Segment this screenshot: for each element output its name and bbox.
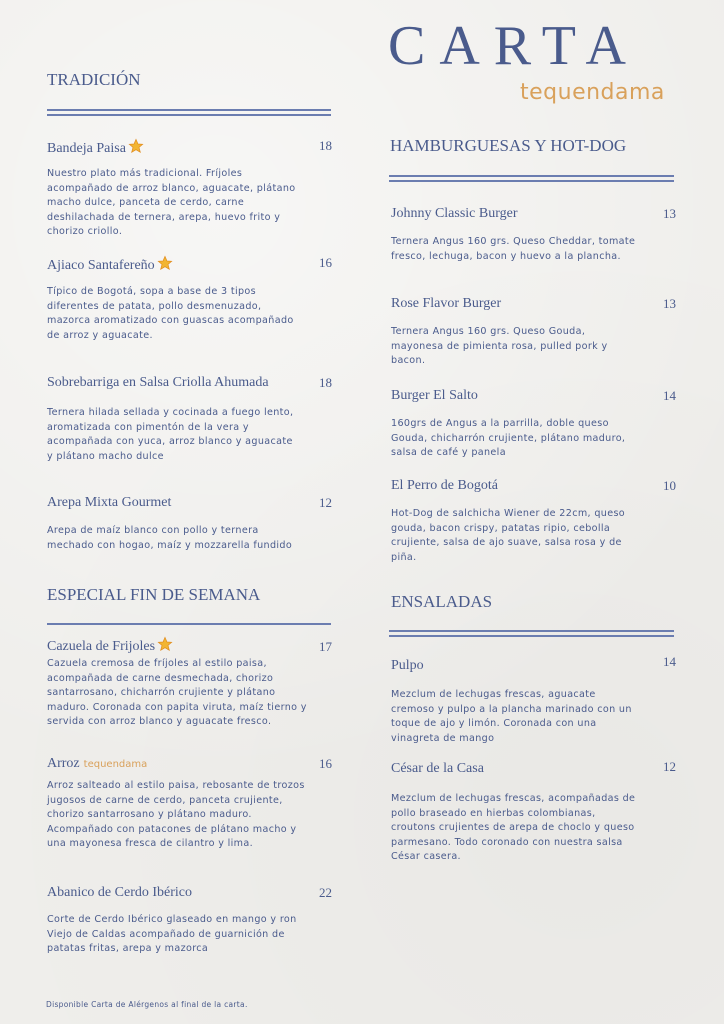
dish-price: 18 (319, 375, 332, 390)
dish-name: Cazuela de Frijoles (47, 636, 173, 655)
dish-description: Mezclum de lechugas frescas, acompañadas de pollo braseado en hierbas colombianas, croutons crujientes de arepa de choclo y queso parmesano. Todo coronado con nuestra salsa César casera. (391, 793, 636, 863)
dish-price: 16 (319, 756, 332, 771)
dish-description: Corte de Cerdo Ibérico glaseado en mango y ron Viejo de Caldas acompañado de guarnición de patatas fritas, arepa y mazorca (47, 914, 297, 955)
section-divider (389, 630, 674, 637)
star-icon (157, 255, 173, 271)
dish-name: Arroz tequendama (47, 756, 148, 771)
dish-name: El Perro de Bogotá (391, 478, 498, 493)
dish-price: 10 (663, 478, 676, 493)
section-divider (47, 623, 331, 625)
dish-name: Burger El Salto (391, 388, 478, 403)
dish-description: Ternera Angus 160 grs. Queso Gouda, mayonesa de pimienta rosa, pulled pork y bacon. (391, 326, 608, 367)
dish-description: Típico de Bogotá, sopa a base de 3 tipos diferentes de patata, pollo desmenuzado, mazorca aromatizado con guascas acompañado de arroz y aguacate. (47, 286, 294, 341)
dish-name: Arepa Mixta Gourmet (47, 495, 172, 510)
dish-price: 14 (663, 654, 676, 669)
dish-price: 17 (319, 639, 332, 654)
dish-name: Sobrebarriga en Salsa Criolla Ahumada (47, 375, 269, 390)
star-icon (128, 138, 144, 154)
section-title-hamburguesas: HAMBURGUESAS Y HOT-DOG (390, 136, 627, 155)
brand-subtitle: tequendama (520, 80, 665, 105)
allergen-note: Disponible Carta de Alérgenos al final de la carta. (46, 1000, 248, 1009)
dish-name: Rose Flavor Burger (391, 296, 502, 311)
dish-description: Arepa de maíz blanco con pollo y ternera mechado con hogao, maíz y mozzarella fundido (47, 525, 293, 551)
dish-price: 14 (663, 388, 676, 403)
dish-description: Mezclum de lechugas frescas, aguacate cremoso y pulpo a la plancha marinado con un toque de ajo y limón. Coronada con una vinagreta de mango (391, 689, 632, 744)
brand-inline: tequendama (83, 759, 148, 770)
dish-description: Cazuela cremosa de fríjoles al estilo paisa, acompañada de carne desmechada, chorizo santarrosano, chicharrón crujiente y plátano maduro. Coronada con papita viruta, maíz tierno y servida con arroz blanco y aguacate fresco. (47, 658, 307, 728)
section-title-especial: ESPECIAL FIN DE SEMANA (47, 585, 261, 604)
dish-price: 12 (319, 495, 332, 510)
section-title-ensaladas: ENSALADAS (391, 592, 493, 611)
dish-name: Abanico de Cerdo Ibérico (47, 885, 192, 900)
dish-price: 13 (663, 206, 676, 221)
section-divider (389, 175, 674, 182)
section-divider (47, 109, 331, 116)
dish-description: Nuestro plato más tradicional. Fríjoles acompañado de arroz blanco, aguacate, plátano macho dulce, panceta de cerdo, carne deshilachada de ternera, arepa, huevo frito y chorizo criollo. (47, 168, 296, 238)
dish-name: Johnny Classic Burger (391, 206, 518, 221)
dish-price: 12 (663, 759, 676, 774)
dish-price: 22 (319, 885, 332, 900)
dish-price: 16 (319, 255, 332, 270)
dish-price: 13 (663, 296, 676, 311)
section-title-tradicion: TRADICIÓN (47, 70, 141, 89)
dish-price: 18 (319, 138, 332, 153)
dish-description: Hot-Dog de salchicha Wiener de 22cm, queso gouda, bacon crispy, patatas ripio, cebolla crujiente, salsa de ajo suave, salsa rosa y de piña. (391, 508, 626, 563)
menu-title: CARTA (388, 15, 640, 77)
dish-name: Pulpo (391, 658, 424, 673)
dish-name: César de la Casa (391, 761, 484, 776)
dish-description: Ternera Angus 160 grs. Queso Cheddar, tomate fresco, lechuga, bacon y huevo a la plancha. (391, 236, 636, 262)
dish-description: 160grs de Angus a la parrilla, doble queso Gouda, chicharrón crujiente, plátano maduro, salsa de café y panela (391, 418, 626, 459)
dish-description: Arroz salteado al estilo paisa, rebosante de trozos jugosos de carne de cerdo, panceta crujiente, chorizo santarrosano y plátano maduro. Acompañado con patacones de plátano macho y una mayonesa fresca de cilantro y lima. (47, 780, 305, 850)
dish-name: Bandeja Paisa (47, 138, 144, 157)
dish-name: Ajiaco Santafereño (47, 255, 173, 274)
star-icon (157, 636, 173, 652)
dish-description: Ternera hilada sellada y cocinada a fuego lento, aromatizada con pimentón de la vera y acompañada con yuca, arroz blanco y aguacate y plátano macho dulce (47, 407, 294, 462)
